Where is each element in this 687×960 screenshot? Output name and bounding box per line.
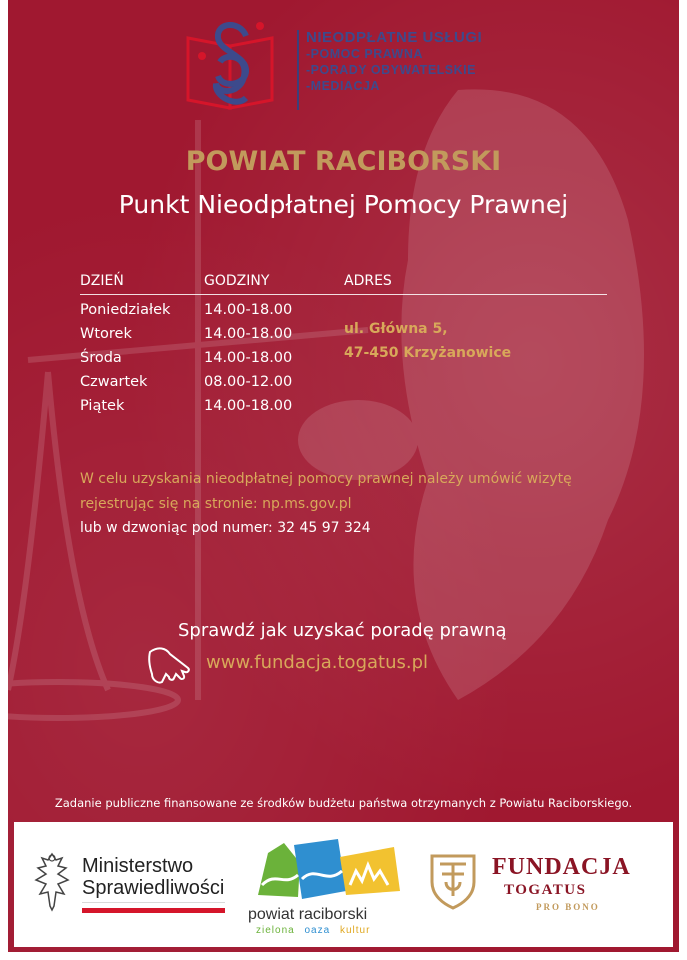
hand-pointer-icon — [144, 640, 194, 690]
ministry-name-line-1: Ministerstwo — [82, 855, 194, 877]
powiat-raciborski-logo-icon — [254, 835, 404, 903]
table-row-hours: 14.00-18.00 — [204, 398, 293, 414]
foundation-website-link[interactable]: www.fundacja.togatus.pl — [206, 652, 429, 673]
ministry-name-line-2: Sprawiedliwości — [82, 877, 225, 899]
table-row-day: Środa — [80, 350, 122, 366]
logo-divider — [297, 30, 299, 110]
table-row-day: Poniedziałek — [80, 302, 171, 318]
tagline-word-3: kultur — [339, 925, 371, 936]
table-row-hours: 14.00-18.00 — [204, 350, 293, 366]
info-phone-text: lub w dzwoniąc pod numer: 32 45 97 324 — [80, 520, 371, 536]
fundacja-name-line-1: FUNDACJA — [492, 854, 631, 880]
cta-text: Sprawdź jak uzyskać poradę prawną — [178, 620, 507, 641]
funding-footnote: Zadanie publiczne finansowane ze środków budżetu państwa otrzymanych z Powiatu Raciborskiego. — [54, 796, 633, 810]
page-subtitle: Punkt Nieodpłatnej Pomocy Prawnej — [118, 190, 569, 219]
column-header-address: ADRES — [344, 273, 392, 289]
table-row-hours: 14.00-18.00 — [204, 326, 293, 342]
logo-line-1: NIEODPŁATNE USŁUGI — [306, 29, 483, 46]
fundacja-name-line-2: TOGATUS — [504, 882, 587, 898]
page-title: POWIAT RACIBORSKI — [185, 146, 502, 177]
info-appointment-text: W celu uzyskania nieodpłatnej pomocy prawnej należy umówić wizytę — [80, 471, 572, 487]
logo-line-2: -POMOC PRAWNA — [306, 47, 423, 61]
info-registration-text: rejestrując się na stronie: np.ms.gov.pl — [80, 496, 352, 512]
fundacja-name-line-3: PRO BONO — [536, 902, 600, 912]
poster — [8, 0, 679, 952]
column-header-hours: GODZINY — [204, 273, 270, 289]
logo-line-3: -PORADY OBYWATELSKIE — [306, 63, 476, 77]
table-row-hours: 14.00-18.00 — [204, 302, 293, 318]
powiat-tagline — [256, 925, 370, 936]
table-row-day: Piątek — [80, 398, 125, 414]
table-row-day: Czwartek — [80, 374, 148, 390]
tagline-word-1: zielona — [256, 925, 295, 936]
address-street: ul. Główna 5, — [344, 321, 448, 337]
tagline-word-2: oaza — [304, 925, 331, 936]
table-row-hours: 08.00-12.00 — [204, 374, 293, 390]
togatus-shield-icon — [428, 852, 478, 910]
flag-red-bar — [82, 908, 225, 913]
ministry-of-justice-logo — [82, 855, 224, 899]
polish-eagle-emblem-icon — [28, 850, 76, 914]
logo-line-4: -MEDIACJA — [306, 79, 380, 93]
address-city: 47-450 Krzyżanowice — [344, 345, 512, 361]
flag-white-bar — [82, 902, 225, 907]
column-header-day: DZIEŃ — [80, 273, 124, 289]
paragraph-book-logo-icon — [180, 16, 290, 116]
logo-text — [306, 30, 482, 94]
table-row-day: Wtorek — [80, 326, 132, 342]
powiat-name: powiat raciborski — [248, 906, 368, 923]
table-header-divider — [80, 294, 607, 295]
